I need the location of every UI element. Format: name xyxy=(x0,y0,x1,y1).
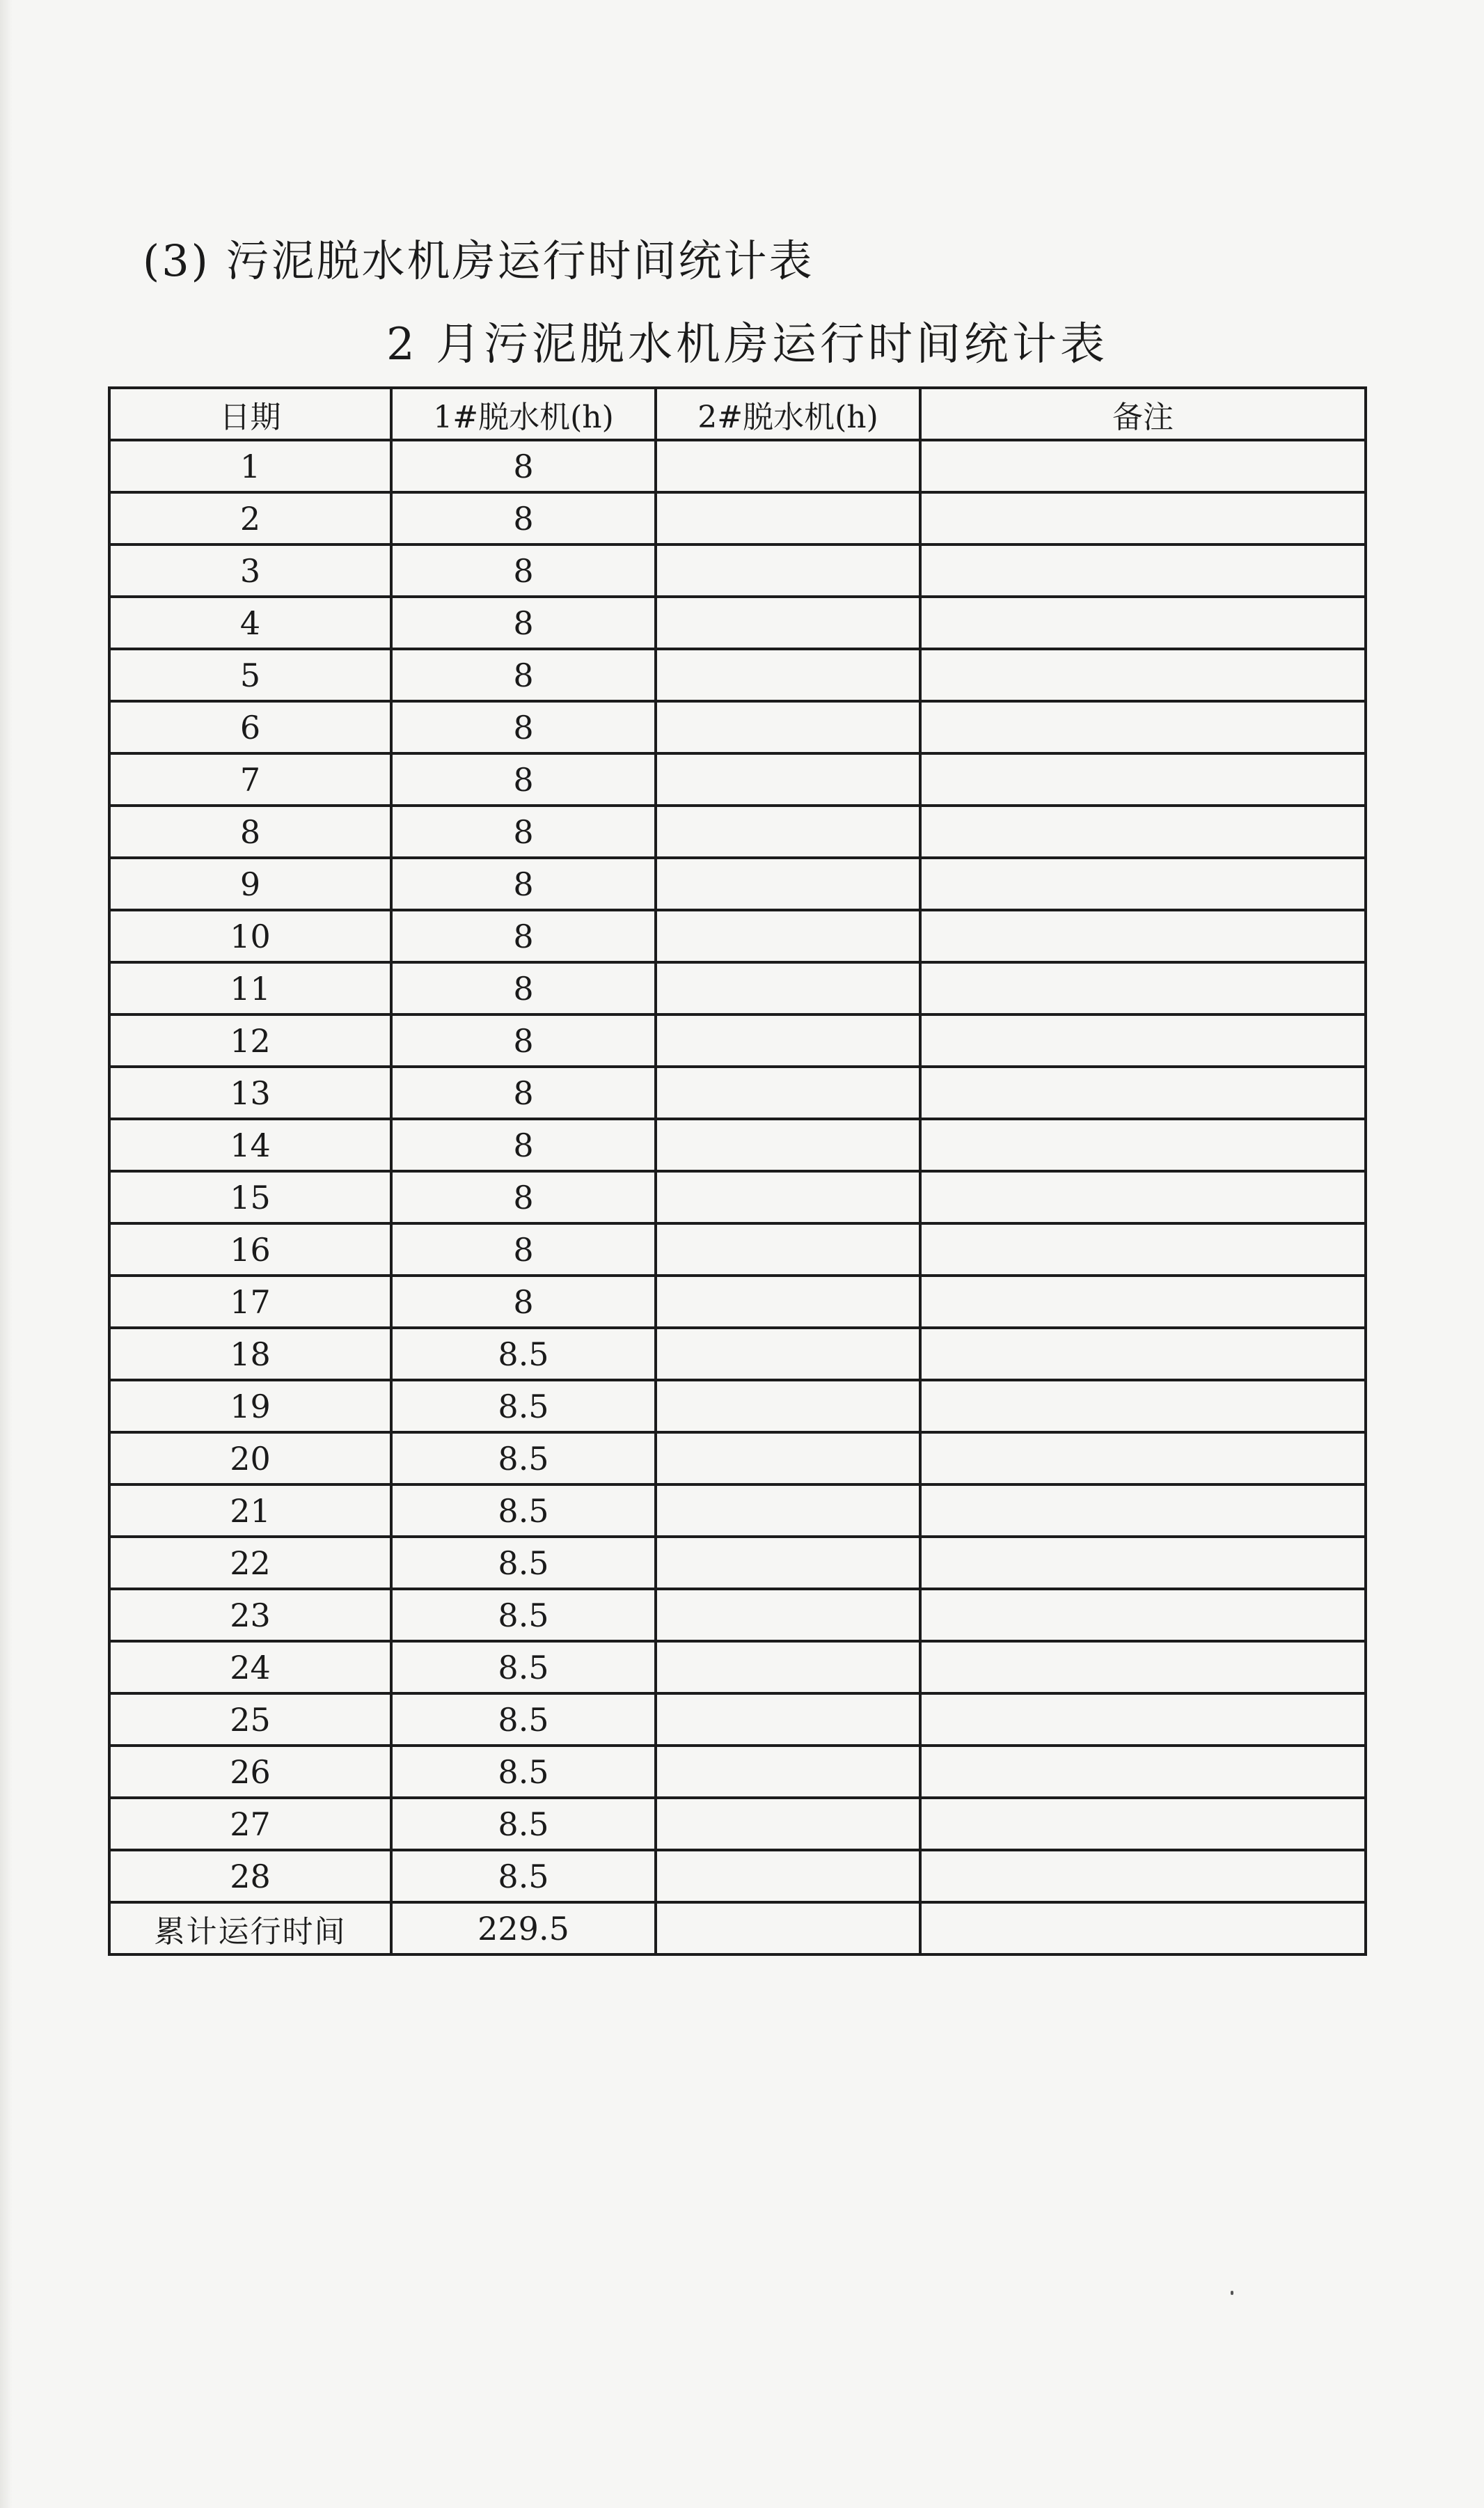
cell-note xyxy=(920,1484,1366,1537)
cell-note xyxy=(920,544,1366,597)
table-row xyxy=(109,858,1366,910)
cell-date: 8 xyxy=(109,806,391,858)
cell-date: 7 xyxy=(109,753,391,806)
table-row xyxy=(109,962,1366,1014)
cell-machine1: 8 xyxy=(391,910,656,962)
cell-date: 1 xyxy=(109,440,391,492)
cell-machine2 xyxy=(656,1223,920,1276)
header-note: 备注 xyxy=(920,388,1366,440)
cell-machine2 xyxy=(656,1798,920,1850)
cell-note xyxy=(920,1067,1366,1119)
cell-date: 24 xyxy=(109,1641,391,1693)
table-row xyxy=(109,1380,1366,1432)
total-machine2 xyxy=(656,1902,920,1954)
page-edge xyxy=(0,0,13,2508)
total-machine1: 229.5 xyxy=(391,1902,656,1954)
cell-machine1: 8.5 xyxy=(391,1537,656,1589)
cell-note xyxy=(920,753,1366,806)
section-heading: (3) 污泥脱水机房运行时间统计表 xyxy=(143,235,814,286)
table-row xyxy=(109,1484,1366,1537)
cell-machine1: 8.5 xyxy=(391,1641,656,1693)
cell-machine2 xyxy=(656,1693,920,1746)
table-row xyxy=(109,806,1366,858)
cell-machine2 xyxy=(656,1589,920,1641)
cell-date: 15 xyxy=(109,1171,391,1223)
cell-note xyxy=(920,1589,1366,1641)
cell-date: 19 xyxy=(109,1380,391,1432)
cell-machine1: 8 xyxy=(391,1276,656,1328)
total-label: 累计运行时间 xyxy=(109,1902,391,1954)
table-row xyxy=(109,1641,1366,1693)
cell-date: 6 xyxy=(109,701,391,753)
cell-date: 23 xyxy=(109,1589,391,1641)
header-machine2: 2#脱水机(h) xyxy=(656,388,920,440)
cell-note xyxy=(920,1537,1366,1589)
cell-note xyxy=(920,440,1366,492)
cell-machine1: 8.5 xyxy=(391,1484,656,1537)
table-row xyxy=(109,1171,1366,1223)
table-row xyxy=(109,649,1366,701)
cell-note xyxy=(920,492,1366,544)
table-row xyxy=(109,440,1366,492)
cell-date: 13 xyxy=(109,1067,391,1119)
cell-machine1: 8.5 xyxy=(391,1589,656,1641)
cell-date: 11 xyxy=(109,962,391,1014)
cell-date: 22 xyxy=(109,1537,391,1589)
cell-note xyxy=(920,1014,1366,1067)
cell-machine2 xyxy=(656,1746,920,1798)
cell-note xyxy=(920,962,1366,1014)
table-row xyxy=(109,597,1366,649)
cell-note xyxy=(920,1171,1366,1223)
cell-machine2 xyxy=(656,962,920,1014)
cell-date: 5 xyxy=(109,649,391,701)
table-row xyxy=(109,753,1366,806)
table-row xyxy=(109,1067,1366,1119)
table-row xyxy=(109,1276,1366,1328)
cell-machine1: 8 xyxy=(391,1067,656,1119)
cell-note xyxy=(920,1746,1366,1798)
cell-machine1: 8 xyxy=(391,753,656,806)
cell-note xyxy=(920,597,1366,649)
cell-note xyxy=(920,910,1366,962)
cell-machine1: 8 xyxy=(391,858,656,910)
cell-machine2 xyxy=(656,1537,920,1589)
cell-machine2 xyxy=(656,701,920,753)
cell-date: 10 xyxy=(109,910,391,962)
cell-machine2 xyxy=(656,858,920,910)
cell-note xyxy=(920,1380,1366,1432)
cell-date: 12 xyxy=(109,1014,391,1067)
cell-machine2 xyxy=(656,440,920,492)
cell-date: 3 xyxy=(109,544,391,597)
cell-machine2 xyxy=(656,1328,920,1380)
cell-date: 21 xyxy=(109,1484,391,1537)
cell-note xyxy=(920,1850,1366,1902)
cell-machine1: 8 xyxy=(391,962,656,1014)
cell-date: 28 xyxy=(109,1850,391,1902)
cell-machine2 xyxy=(656,1067,920,1119)
cell-date: 27 xyxy=(109,1798,391,1850)
cell-machine2 xyxy=(656,1850,920,1902)
cell-machine1: 8 xyxy=(391,649,656,701)
table-row xyxy=(109,1798,1366,1850)
table-row xyxy=(109,492,1366,544)
cell-machine1: 8 xyxy=(391,701,656,753)
cell-machine1: 8 xyxy=(391,806,656,858)
total-row xyxy=(109,1902,1366,1954)
cell-date: 4 xyxy=(109,597,391,649)
total-note xyxy=(920,1902,1366,1954)
cell-date: 20 xyxy=(109,1432,391,1484)
cell-machine2 xyxy=(656,910,920,962)
table-row xyxy=(109,1223,1366,1276)
cell-machine1: 8 xyxy=(391,1171,656,1223)
cell-machine1: 8.5 xyxy=(391,1693,656,1746)
cell-machine2 xyxy=(656,1119,920,1171)
cell-machine2 xyxy=(656,1171,920,1223)
table-row xyxy=(109,910,1366,962)
cell-machine1: 8.5 xyxy=(391,1328,656,1380)
cell-date: 14 xyxy=(109,1119,391,1171)
table-row xyxy=(109,1693,1366,1746)
cell-machine2 xyxy=(656,597,920,649)
table-row xyxy=(109,1432,1366,1484)
table-title: 2 月污泥脱水机房运行时间统计表 xyxy=(386,319,1109,370)
cell-machine2 xyxy=(656,649,920,701)
table-row xyxy=(109,1537,1366,1589)
table-body xyxy=(109,440,1366,1902)
cell-note xyxy=(920,1119,1366,1171)
cell-note xyxy=(920,649,1366,701)
cell-note xyxy=(920,1223,1366,1276)
cell-date: 25 xyxy=(109,1693,391,1746)
cell-machine2 xyxy=(656,1641,920,1693)
cell-machine1: 8.5 xyxy=(391,1798,656,1850)
table-row xyxy=(109,1850,1366,1902)
cell-machine2 xyxy=(656,1432,920,1484)
cell-note xyxy=(920,858,1366,910)
cell-machine1: 8.5 xyxy=(391,1380,656,1432)
cell-date: 2 xyxy=(109,492,391,544)
cell-machine2 xyxy=(656,806,920,858)
cell-note xyxy=(920,806,1366,858)
cell-machine2 xyxy=(656,492,920,544)
cell-machine1: 8.5 xyxy=(391,1432,656,1484)
cell-machine2 xyxy=(656,1484,920,1537)
cell-date: 18 xyxy=(109,1328,391,1380)
cell-note xyxy=(920,1693,1366,1746)
cell-date: 26 xyxy=(109,1746,391,1798)
table-row xyxy=(109,1589,1366,1641)
cell-note xyxy=(920,1328,1366,1380)
table-row xyxy=(109,1328,1366,1380)
header-date: 日期 xyxy=(109,388,391,440)
cell-machine1: 8.5 xyxy=(391,1746,656,1798)
cell-machine1: 8 xyxy=(391,544,656,597)
runtime-stats-table xyxy=(108,386,1367,1956)
cell-machine1: 8 xyxy=(391,440,656,492)
cell-note xyxy=(920,1798,1366,1850)
cell-machine1: 8 xyxy=(391,1014,656,1067)
cell-machine1: 8.5 xyxy=(391,1850,656,1902)
cell-machine1: 8 xyxy=(391,1119,656,1171)
cell-machine2 xyxy=(656,753,920,806)
scan-speck xyxy=(1231,2291,1233,2295)
cell-machine1: 8 xyxy=(391,1223,656,1276)
header-machine1: 1#脱水机(h) xyxy=(391,388,656,440)
cell-machine2 xyxy=(656,1014,920,1067)
cell-machine2 xyxy=(656,544,920,597)
cell-date: 16 xyxy=(109,1223,391,1276)
cell-machine2 xyxy=(656,1380,920,1432)
cell-machine1: 8 xyxy=(391,597,656,649)
cell-date: 17 xyxy=(109,1276,391,1328)
cell-machine2 xyxy=(656,1276,920,1328)
cell-note xyxy=(920,1432,1366,1484)
cell-note xyxy=(920,1641,1366,1693)
table-row xyxy=(109,544,1366,597)
header-row xyxy=(109,388,1366,440)
table-row xyxy=(109,1746,1366,1798)
table-row xyxy=(109,1119,1366,1171)
cell-date: 9 xyxy=(109,858,391,910)
cell-note xyxy=(920,1276,1366,1328)
table-row xyxy=(109,701,1366,753)
table-row xyxy=(109,1014,1366,1067)
cell-note xyxy=(920,701,1366,753)
cell-machine1: 8 xyxy=(391,492,656,544)
